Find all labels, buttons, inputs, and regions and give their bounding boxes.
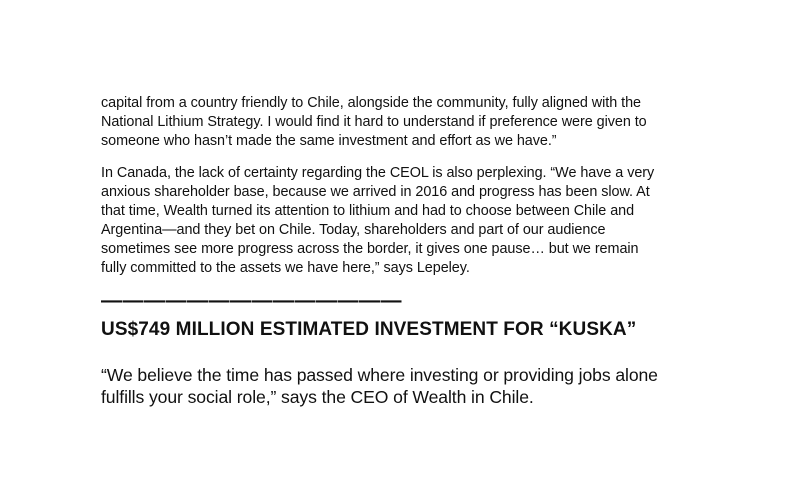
text-line: capital from a country friendly to Chile, alongside the community, fully aligned with the [101,95,641,111]
quote-line: “We believe the time has passed where investing or providing jobs alone [101,365,658,385]
text-line: anxious shareholder base, because we arrived in 2016 and progress has been slow. At [101,184,650,200]
body-paragraph [101,94,721,151]
section-heading: US$749 MILLION ESTIMATED INVESTMENT FOR “KUSKA” [101,319,637,340]
text-line: that time, Wealth turned its attention to lithium and had to choose between Chile and [101,203,635,219]
pull-quote [101,364,741,408]
text-line: In Canada, the lack of certainty regarding the CEOL is also perplexing. “We have a very [101,165,655,181]
text-line: fully committed to the assets we have here,” says Lepeley. [101,260,470,276]
text-line: National Lithium Strategy. I would find it hard to understand if preference were given to [101,114,647,130]
section-divider: —————————————— [101,289,402,312]
text-line: someone who hasn’t made the same investment and effort as we have.” [101,133,557,149]
text-line: sometimes see more progress across the border, it gives one pause… but we remain [101,241,639,257]
quote-line: fulfills your social role,” says the CEO of Wealth in Chile. [101,387,534,407]
body-paragraph [101,164,721,278]
text-line: Argentina—and they bet on Chile. Today, shareholders and part of our audience [101,222,606,238]
